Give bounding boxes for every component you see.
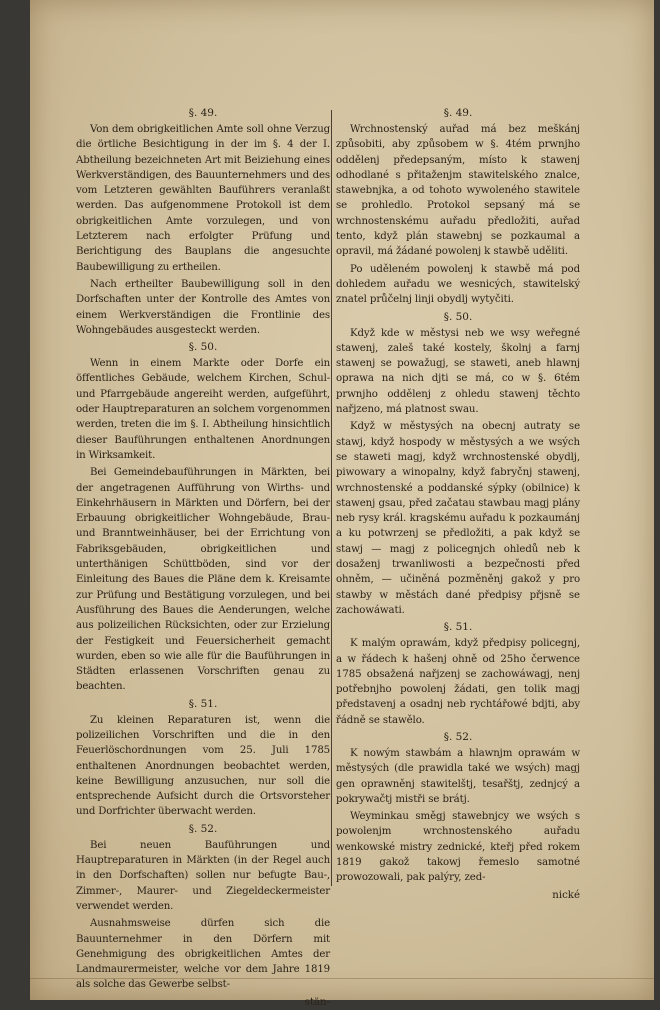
section-heading: §. 49. xyxy=(188,107,218,119)
paragraph: Když kde w městysi neb we wsy weřegné stawenj, zaleš také kostely, školnj a farnj stawenj se powažugj, se staweti, aneb hlawnj oprawa na nich djti se má, co w §. 6tém prwnjho oddělenj z ohledu stawenj těchto nařjzeno, má platnost swau. xyxy=(336,327,580,416)
section-heading: §. 51. xyxy=(188,697,218,710)
section-heading: §. 50. xyxy=(443,310,473,323)
paragraph: K nowým stawbám a hlawnjm oprawám w městysých (dle prawidla také we wsých) magj gen oprawněnj stawitelštj, tesařštj, zednjcý a pokrywačtj mistři se brátj. xyxy=(336,747,580,805)
czech-column xyxy=(336,106,580,903)
section-49-de xyxy=(76,106,330,338)
paragraph: Zu kleinen Reparaturen ist, wenn die polizeilichen Vorschriften und die in den Feuerlöschordnungen vom 25. Juli 1785 enthaltenen Anordnungen beobachtet werden, keine Bewilligung anzusuchen, nur soll die entsprechende Aufsicht durch die Ortsvorsteher und Dorfrichter überwacht werden. xyxy=(76,714,330,818)
section-49-cz xyxy=(336,106,580,308)
section-51-de xyxy=(76,697,330,820)
paragraph: Weyminkau směgj stawebnjcy we wsých s powolenjm wrchnostenského auřadu wenkowské mistry zednické, kteřj před rokem 1819 gakož takowj řemeslo samotné prowozowali, pak palýry, zed- xyxy=(336,811,580,884)
paragraph: Bei neuen Bauführungen und Hauptreparaturen in Märkten (in der Regel auch in den Dorfschaften) sollen nur befugte Bau-, Zimmer-, Maurer- und Ziegeldeckermeister verwendet werden. xyxy=(76,839,330,912)
paragraph: Wrchnostenský auřad má bez meškánj způsobiti, aby způsobem w §. 4tém prwnjho oddělenj předepsaným, místo k stawenj odhodlané s přitaženjm stawitelského znalce, stawebnjka, a od tohoto wywoleného stawitele se prohledlo. Protokol sepsaný má se wrchnostenskému auřadu předložiti, auřad tento, když plán stawebnj se pozkaumal a opravil, má žádané powolenj k stawbě uděliti. xyxy=(336,124,580,258)
section-51-cz xyxy=(336,620,580,728)
paragraph: Wenn in einem Markte oder Dorfe ein öffentliches Gebäude, welchem Kirchen, Schul- und Pfarrgebäude angereiht werden, aufgeführt, oder Hauptreparaturen an solchem vorgenommen werden, treten die im §. I. Abtheilung hinsichtlich dieser Bauführungen enthaltenen Anordnungen in Wirksamkeit. xyxy=(76,358,330,461)
paragraph: Von dem obrigkeitlichen Amte soll ohne Verzug die örtliche Besichtigung in der im §. 4 der I. Abtheilung bezeichneten Art mit Beiziehung eines Werkverständigen, des Bauunternehmers und des vom Letzteren gewählten Bauführers veranlaßt werden. Das aufgenommene Protokoll ist dem obrigkeitlichen Amte vorzulegen, und von Letzterem nach erfolgter Prüfung und Berichtigung des Bauplans die angesuchte Baubewilligung zu ertheilen. xyxy=(76,124,330,273)
section-50-de xyxy=(76,340,330,695)
paragraph: Ausnahmsweise dürfen sich die Bauunternehmer in den Dörfern mit Genehmigung des obrigkeitlichen Amtes der Landmaurermeister, welche vor dem Jahre 1819 als solche das Gewerbe selbst- xyxy=(76,918,330,991)
catchword: nické xyxy=(552,889,580,901)
catchword: stän- xyxy=(304,996,330,1008)
german-column xyxy=(76,106,330,1010)
section-heading: §. 49. xyxy=(443,107,473,119)
paragraph: K malým oprawám, když předpisy policegnj, a w řádech k hašenj ohně od 25ho čerwence 1785 obsažená nařjzenj se zachowáwagj, nenj potřebnjho powolenj žádati, gen tolik magj představenj a osadnj neb rychtářowé bdjti, aby řádně se stawělo. xyxy=(336,638,580,726)
section-heading: §. 51. xyxy=(443,621,473,634)
section-52-cz xyxy=(336,730,580,886)
column-divider xyxy=(331,110,332,886)
section-heading: §. 52. xyxy=(188,822,218,835)
section-heading: §. 50. xyxy=(188,341,218,354)
section-52-de xyxy=(76,822,330,993)
paragraph: Nach ertheilter Baubewilligung soll in den Dorfschaften unter der Kontrolle des Amtes von einem Werkverständigen die Frontlinie des Wohngebäudes ausgesteckt werden. xyxy=(76,278,330,336)
paragraph: Po uděleném powolenj k stawbě má pod dohledem auřadu we wesnicých, stawitelský znatel průčelnj linji obydlj wytyčiti. xyxy=(336,263,580,306)
paragraph: Bei Gemeindebauführungen in Märkten, bei der angetragenen Aufführung von Wirths- und Einkehrhäusern in Märkten und Dörfern, bei der Erbauung obrigkeitlicher Wohngebäude, Brau- und Branntweinhäuser, bei der Errichtung von Fabriksgebäuden, obrigkeitlichen und unterthänigen Schüttböden, sind vor der Einleitung des Baues die Pläne dem k. Kreisamte zur Prüfung und Bestätigung vorzulegen, und bei Ausführung des Baues die Aenderungen, welche aus polizeilichen Rücksichten, oder zur Erzielung der Festigkeit und Feuersicherheit gemacht wurden, eben so wie alle für die Bauführungen in Städten erlassenen Vorschriften genau zu beachten. xyxy=(76,467,330,693)
section-heading: §. 52. xyxy=(443,730,473,743)
paragraph: Když w městysých na obecnj autraty se stawj, když hospody w městysých a we wsých se staweti magj, když wrchnostenské obydlj, piwowary a winopalny, když fabryčnj stawenj, wrchnostenské a poddanské sýpky (obilnice) k stawenj gsau, před začatau stawbau magj plány neb rysy král. kragskému auřadu k pozkaumánj a ku potwrzenj se předložiti, a pak když se stawj — magj z policegnjch ohledů neb k dosaženj trwanliwosti a bezpečnosti před ohněm, — učiněná pozměněnj gakož y pro stawby w městách dané předpisy přjsně se zachowáwati. xyxy=(336,421,580,616)
section-50-cz xyxy=(336,310,580,619)
